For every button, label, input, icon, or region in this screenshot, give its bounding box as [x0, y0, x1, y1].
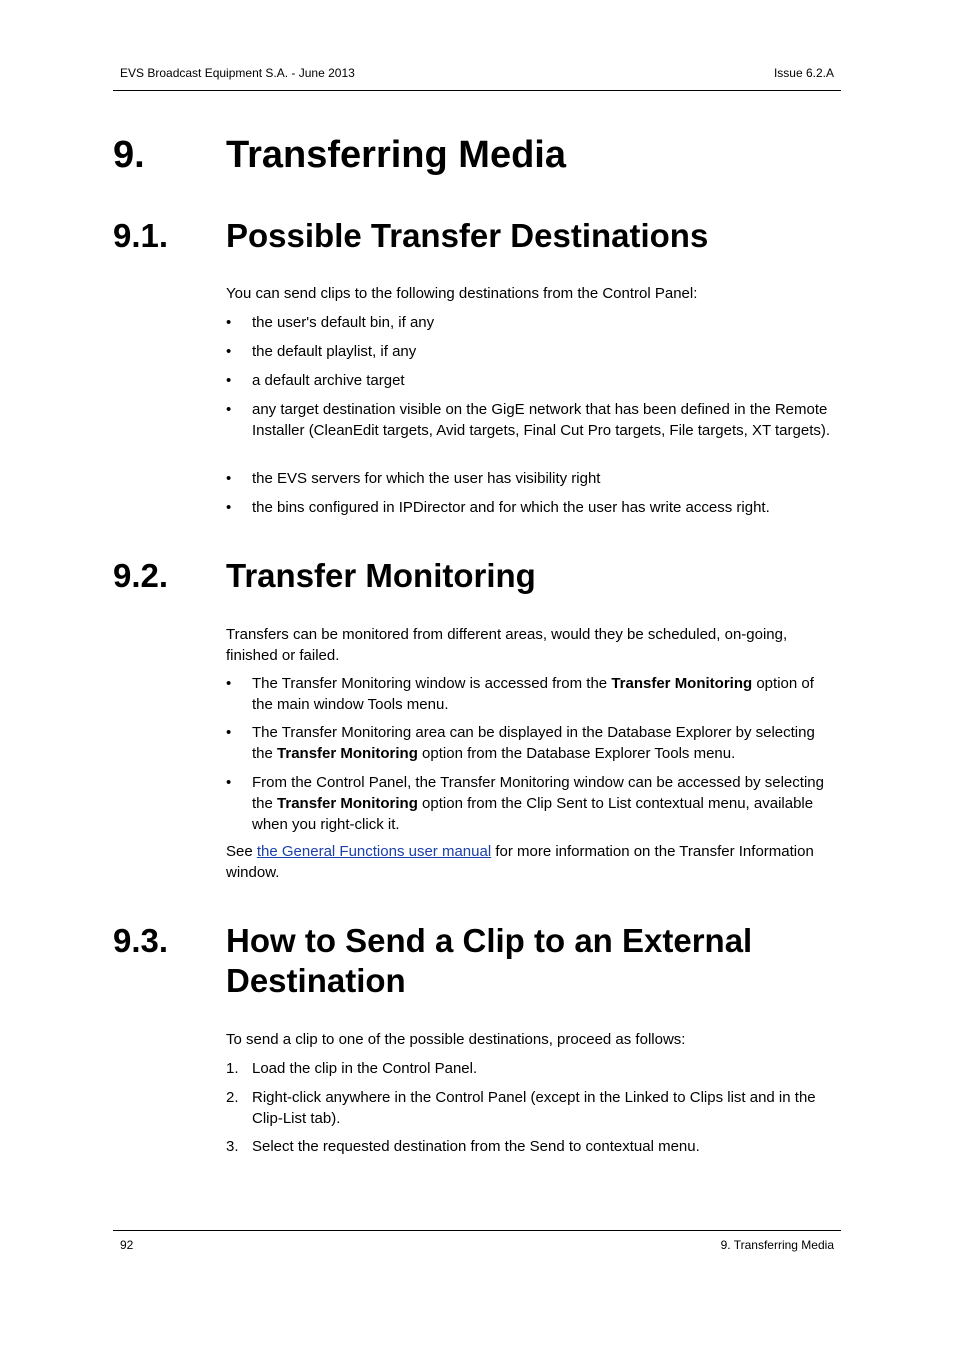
option-name: Transfer Monitoring — [611, 675, 753, 692]
page-number: 92 — [120, 1238, 134, 1252]
bullet: • — [226, 372, 232, 389]
section-intro: You can send clips to the following destinations from the Control Panel: — [226, 285, 698, 302]
footer-rule — [113, 1230, 841, 1231]
chapter-title: Transferring Media — [226, 134, 566, 176]
general-functions-manual-link[interactable]: the General Functions user manual — [256, 843, 492, 860]
text-run: option from the Clip Sent to List contextual menu, available when you right-click it. — [252, 795, 814, 833]
step-number: 3. — [226, 1138, 239, 1155]
text-run: option from the Database Explorer Tools menu. — [417, 745, 736, 762]
step-text: Load the clip in the Control Panel. — [252, 1060, 478, 1077]
text-run: option of the main window Tools menu. — [252, 675, 814, 713]
list-item-text: a default archive target — [252, 372, 405, 389]
bullet: • — [226, 470, 232, 487]
section-intro: To send a clip to one of the possible destinations, proceed as follows: — [226, 1031, 686, 1048]
bullet: • — [226, 675, 232, 692]
list-item-text: the bins configured in IPDirector and for which the user has write access right. — [252, 499, 770, 516]
bullet: • — [226, 774, 232, 791]
bullet: • — [226, 343, 232, 360]
list-item-text: the EVS servers for which the user has visibility right — [252, 470, 601, 487]
footer-chapter-text: 9. Transferring Media — [720, 1238, 834, 1252]
list-item-text — [252, 772, 838, 835]
page-header — [113, 64, 841, 84]
header-issue-text: Issue 6.2.A — [773, 66, 834, 80]
text-run: The Transfer Monitoring window is accessed from the — [252, 675, 612, 692]
section-intro: Transfers can be monitored from different areas, would they be scheduled, on-going, finished or failed. — [226, 626, 788, 664]
text-run: See — [226, 843, 257, 860]
step-text: Right-click anywhere in the Control Panel (except in the Linked to Clips list and in the Clip-List tab). — [252, 1089, 816, 1127]
option-name: Transfer Monitoring — [277, 745, 418, 762]
page-footer — [113, 1236, 841, 1256]
bullet: • — [226, 724, 232, 741]
section-number: 9.2. — [113, 557, 169, 594]
list-item-text: the user's default bin, if any — [252, 314, 435, 331]
bullet: • — [226, 401, 232, 418]
section-title: Possible Transfer Destinations — [226, 217, 709, 254]
section-heading-9-1 — [113, 216, 841, 256]
see-also-paragraph — [226, 841, 838, 883]
section-heading-9-2 — [113, 556, 841, 596]
option-name: Transfer Monitoring — [277, 795, 418, 812]
chapter-number: 9. — [113, 134, 145, 176]
header-rule — [113, 90, 841, 91]
text-run: The Transfer Monitoring area can be displayed in the Database Explorer by selecting the — [252, 724, 815, 762]
section-title: Transfer Monitoring — [226, 557, 536, 594]
bullet: • — [226, 314, 232, 331]
list-item-text — [252, 673, 838, 715]
section-number: 9.3. — [113, 922, 169, 959]
section-title: How to Send a Clip to an External Destination — [226, 922, 753, 999]
list-item-text: the default playlist, if any — [252, 343, 417, 360]
header-left-text: EVS Broadcast Equipment S.A. - June 2013 — [120, 66, 355, 80]
step-number: 1. — [226, 1060, 239, 1077]
bullet: • — [226, 499, 232, 516]
section-heading-9-3 — [113, 921, 841, 1001]
text-run: From the Control Panel, the Transfer Monitoring window can be accessed by selecting the — [252, 774, 824, 812]
list-item-text: any target destination visible on the GigE network that has been defined in the Remote Installer (CleanEdit targets, Avid targets, Final Cut Pro targets, File targets, XT targets). — [252, 401, 831, 439]
list-item-text — [252, 722, 838, 764]
chapter-heading — [113, 133, 841, 177]
text-run: for more information on the Transfer Information window. — [226, 843, 814, 881]
step-number: 2. — [226, 1089, 239, 1106]
section-number: 9.1. — [113, 217, 169, 254]
step-text: Select the requested destination from the Send to contextual menu. — [252, 1138, 700, 1155]
